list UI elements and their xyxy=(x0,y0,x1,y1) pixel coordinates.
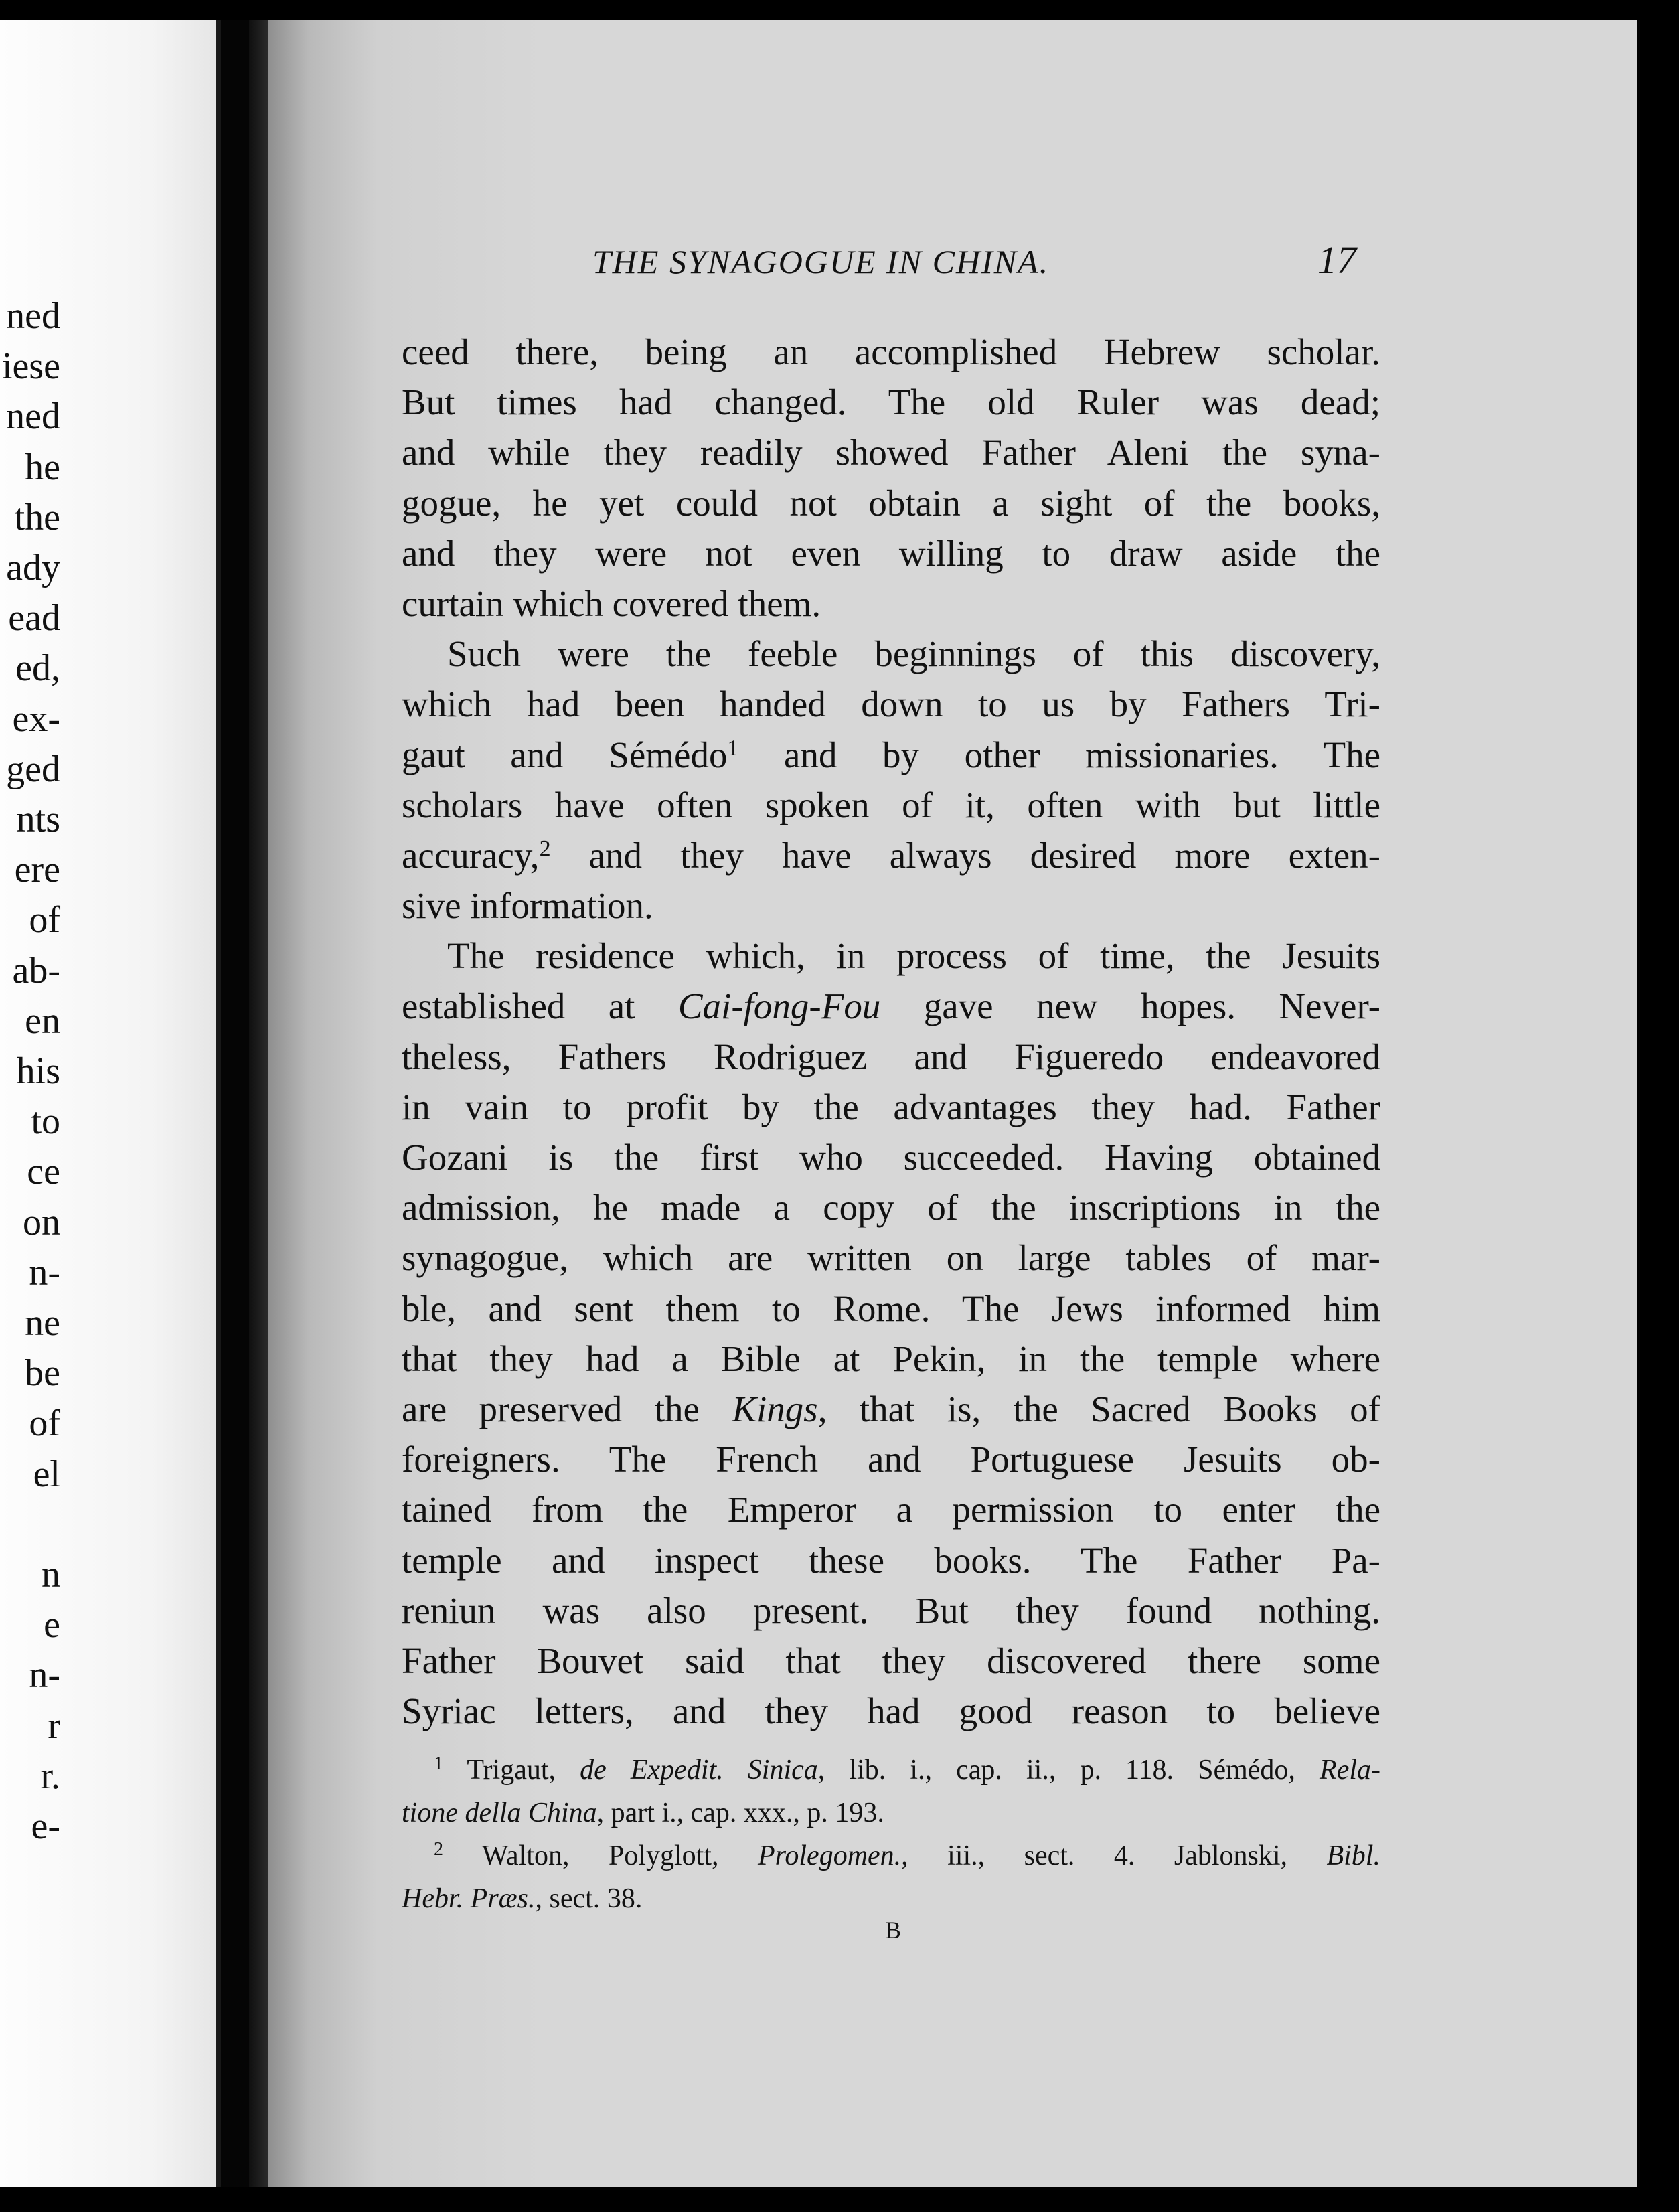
facing-page-fragment: ce xyxy=(27,1151,60,1193)
facing-page-fragment: his xyxy=(16,1050,60,1092)
text-line: Father Bouvet said that they discovered there some xyxy=(402,1640,1380,1681)
footnote-ref-2: 2 xyxy=(539,836,551,861)
text-line: sive information. xyxy=(402,885,653,927)
text-line: which had been handed down to us by Fathers Tri- xyxy=(402,684,1380,725)
text-line: in vain to profit by the advantages they had. Father xyxy=(402,1086,1380,1127)
facing-page-fragment: ged xyxy=(6,748,60,790)
text-line: But times had changed. The old Ruler was dead; xyxy=(402,382,1380,423)
facing-page-fragment: e xyxy=(44,1604,60,1646)
facing-page-fragment: ned xyxy=(6,295,60,337)
text-line: ceed there, being an accomplished Hebrew scholar. xyxy=(402,331,1380,372)
signature-mark: B xyxy=(885,1917,902,1944)
facing-page-margin xyxy=(0,20,216,2187)
text-line: that they had a Bible at Pekin, in the temple where xyxy=(402,1338,1380,1379)
facing-page-fragment: to xyxy=(31,1101,60,1143)
footnote-number: 1 xyxy=(434,1753,443,1774)
paragraph-start-line: Such were the feeble beginnings of this discovery, xyxy=(447,633,1380,675)
text-line: accuracy,$^2$ and they have always desired more exten- xyxy=(402,834,1380,876)
text-line: Syriac letters, and they had good reason to believe xyxy=(402,1690,1380,1732)
facing-page-fragment: ed, xyxy=(15,647,60,690)
text-line: are preserved the Kings, that is, the Sacred Books of xyxy=(402,1388,1380,1429)
text-line: curtain which covered them. xyxy=(402,582,821,624)
footnote-number: 2 xyxy=(434,1839,443,1860)
facing-page-fragment: el xyxy=(33,1453,60,1495)
text-line: and while they readily showed Father Aleni the syna- xyxy=(402,432,1380,473)
text-line: reniun was also present. But they found nothing. xyxy=(402,1589,1380,1631)
text-line: and they were not even willing to draw aside the xyxy=(402,532,1380,574)
facing-page-fragment: on xyxy=(23,1201,60,1243)
facing-page-fragment: ne xyxy=(25,1302,60,1344)
text-line: Gozani is the first who succeeded. Having obtained xyxy=(402,1137,1380,1178)
facing-page-fragment: of xyxy=(29,1403,60,1445)
facing-page-fragment: iese xyxy=(1,345,60,388)
facing-page-fragment: r xyxy=(48,1705,60,1747)
text-line: admission, he made a copy of the inscriptions in the xyxy=(402,1187,1380,1229)
page-number: 17 xyxy=(1317,238,1356,282)
place-name-italic: Cai-fong-Fou xyxy=(677,985,881,1027)
scan-border-bottom xyxy=(0,2187,1679,2212)
facing-page-fragment: n- xyxy=(29,1654,60,1696)
text-line: established at Cai-fong-Fou gave new hopes. Never- xyxy=(402,985,1380,1027)
text-line: scholars have often spoken of it, often with but little xyxy=(402,784,1380,825)
facing-page-fragment: he xyxy=(25,446,60,488)
footnote-2-continued: Hebr. Præs., sect. 38. xyxy=(402,1883,643,1914)
facing-page-fragment: en xyxy=(25,1000,60,1042)
footnote-2: $^2$ Walton, Polyglott, Prolegomen., iii., sect. 4. Jablonski, Bibl. xyxy=(434,1839,1380,1871)
text-line: tained from the Emperor a permission to enter the xyxy=(402,1489,1380,1530)
facing-page-fragment: e- xyxy=(31,1806,60,1847)
facing-page-fragment: ady xyxy=(6,547,60,588)
facing-page-fragment: nts xyxy=(16,799,60,840)
footnote-1-continued: tione della China, part i., cap. xxx., p. 193. xyxy=(402,1798,884,1828)
facing-page-fragment: the xyxy=(14,496,60,538)
text-line: ble, and sent them to Rome. The Jews informed him xyxy=(402,1287,1380,1329)
text-line: theless, Fathers Rodriguez and Figueredo endeavored xyxy=(402,1036,1380,1077)
running-head: THE SYNAGOGUE IN CHINA. xyxy=(592,243,1050,281)
facing-page-fragment: ead xyxy=(8,597,60,639)
footnotes xyxy=(402,1749,1380,1920)
facing-page-fragment: ab- xyxy=(12,949,60,992)
footnote-ref-1: 1 xyxy=(727,735,739,761)
facing-page-fragment: n xyxy=(42,1554,60,1595)
scan-border-top xyxy=(0,0,1679,20)
facing-page-fragment: ex- xyxy=(12,698,60,740)
facing-page-fragment: be xyxy=(25,1352,60,1395)
text-line: foreigners. The French and Portuguese Jesuits ob- xyxy=(402,1439,1380,1480)
text-line: temple and inspect these books. The Father Pa- xyxy=(402,1539,1380,1581)
footnote-1: $^1$ Trigaut, de Expedit. Sinica, lib. i., cap. ii., p. 118. Sémédo, Rela- xyxy=(434,1753,1380,1786)
facing-page-fragment: n- xyxy=(29,1251,60,1293)
facing-page-fragment: r. xyxy=(40,1755,60,1797)
body-text xyxy=(402,327,1380,1736)
kings-italic: Kings xyxy=(732,1388,818,1429)
text-line: gaut and Sémédo$^1$ and by other missionaries. The xyxy=(402,734,1380,775)
facing-page-fragment: of xyxy=(29,899,60,941)
text-line: gogue, he yet could not obtain a sight of the books, xyxy=(402,482,1380,524)
facing-page-fragment: ere xyxy=(14,849,60,891)
facing-page-fragment: ned xyxy=(6,396,60,438)
text-line: synagogue, which are written on large tables of mar- xyxy=(402,1237,1380,1279)
book-spine xyxy=(221,20,249,2187)
scan-border-right xyxy=(1637,0,1679,2212)
paragraph-start-line: The residence which, in process of time, the Jesuits xyxy=(447,935,1380,977)
